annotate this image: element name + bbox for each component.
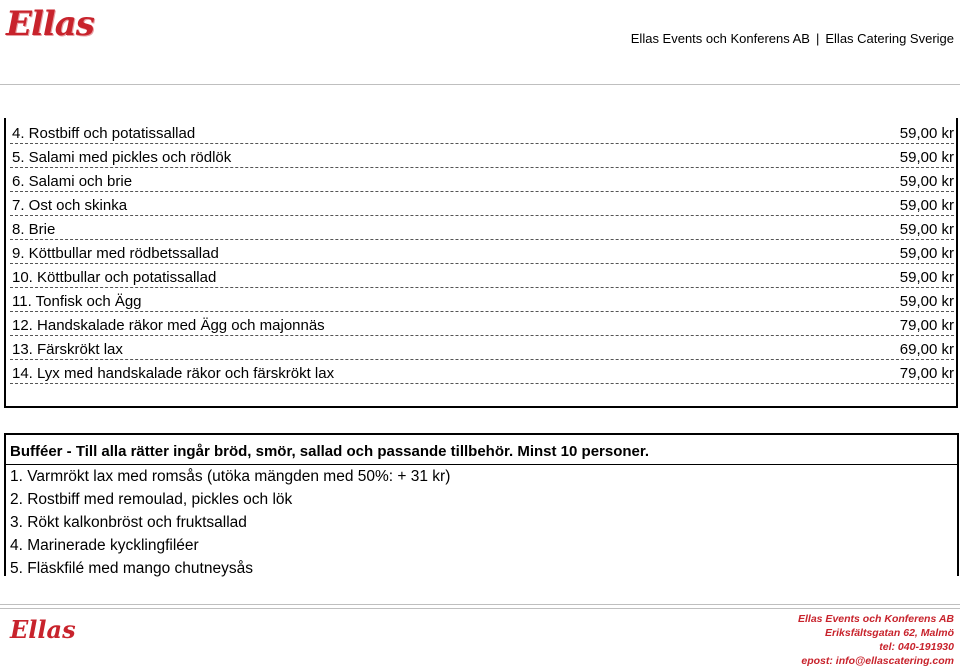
item-name: 8. Brie: [12, 221, 56, 238]
table-row: [10, 168, 954, 192]
footer-company: Ellas Events och Konferens AB: [798, 613, 954, 625]
header-company: Ellas Events och Konferens AB: [630, 31, 810, 46]
table-row: [10, 144, 954, 168]
item-price: 59,00 kr: [899, 125, 954, 142]
table-row: [10, 312, 954, 336]
table-row: [10, 120, 954, 144]
buffe-section: [4, 433, 959, 576]
item-price: 79,00 kr: [899, 317, 954, 334]
item-name: 4. Rostbiff och potatissallad: [12, 125, 196, 142]
table-row: [10, 240, 954, 264]
item-name: 9. Köttbullar med rödbetssallad: [12, 245, 219, 262]
footer-logo: Ellas: [10, 615, 76, 644]
table-row: [10, 288, 954, 312]
item-price: 59,00 kr: [899, 245, 954, 262]
item-name: 10. Köttbullar och potatissallad: [12, 269, 217, 286]
item-name: 11. Tonfisk och Ägg: [12, 293, 142, 310]
table-row: [10, 336, 954, 360]
item-name: 13. Färskrökt lax: [12, 341, 123, 358]
buffe-title: Bufféer - Till alla rätter ingår bröd, smör, sallad och passande tillbehör. Minst 10 personer.: [10, 443, 650, 460]
footer-phone: tel: 040-191930: [879, 641, 954, 653]
buffe-item: 4. Marinerade kycklingfiléer: [10, 537, 199, 554]
footer-address: Eriksfältsgatan 62, Malmö: [825, 627, 954, 639]
item-name: 12. Handskalade räkor med Ägg och majonnäs: [12, 317, 325, 334]
header-company-line: [631, 31, 954, 46]
buffe-item: 5. Fläskfilé med mango chutneysås: [10, 560, 253, 577]
item-name: 7. Ost och skinka: [12, 197, 128, 214]
footer-divider-secondary: [0, 608, 960, 609]
item-price: 59,00 kr: [899, 221, 954, 238]
item-price: 79,00 kr: [899, 365, 954, 382]
table-row: [10, 216, 954, 240]
footer-email: epost: info@ellascatering.com: [801, 655, 954, 667]
item-price: 59,00 kr: [899, 149, 954, 166]
item-price: 59,00 kr: [899, 269, 954, 286]
table-row: [10, 360, 954, 384]
buffe-item: 1. Varmrökt lax med romsås (utöka mängden med 50%: + 31 kr): [10, 468, 451, 485]
item-name: 5. Salami med pickles och rödlök: [12, 149, 232, 166]
table-row: [10, 264, 954, 288]
item-price: 69,00 kr: [899, 341, 954, 358]
header-brand: Ellas Catering Sverige: [825, 31, 954, 46]
buffe-item: 2. Rostbiff med remoulad, pickles och lök: [10, 491, 293, 508]
item-name: 14. Lyx med handskalade räkor och färskrökt lax: [12, 365, 335, 382]
footer-contact: [798, 612, 954, 668]
item-price: 59,00 kr: [899, 173, 954, 190]
table-row: [10, 192, 954, 216]
header-logo: [4, 4, 96, 44]
item-price: 59,00 kr: [899, 293, 954, 310]
price-list-table: [4, 118, 958, 408]
header-divider: [0, 84, 960, 85]
buffe-item: 3. Rökt kalkonbröst och fruktsallad: [10, 514, 247, 531]
logo-wordmark: Ellas: [6, 4, 94, 44]
item-name: 6. Salami och brie: [12, 173, 133, 190]
header-separator: |: [815, 31, 820, 46]
buffe-divider: [6, 464, 957, 465]
footer-divider: [0, 604, 960, 605]
item-price: 59,00 kr: [899, 197, 954, 214]
